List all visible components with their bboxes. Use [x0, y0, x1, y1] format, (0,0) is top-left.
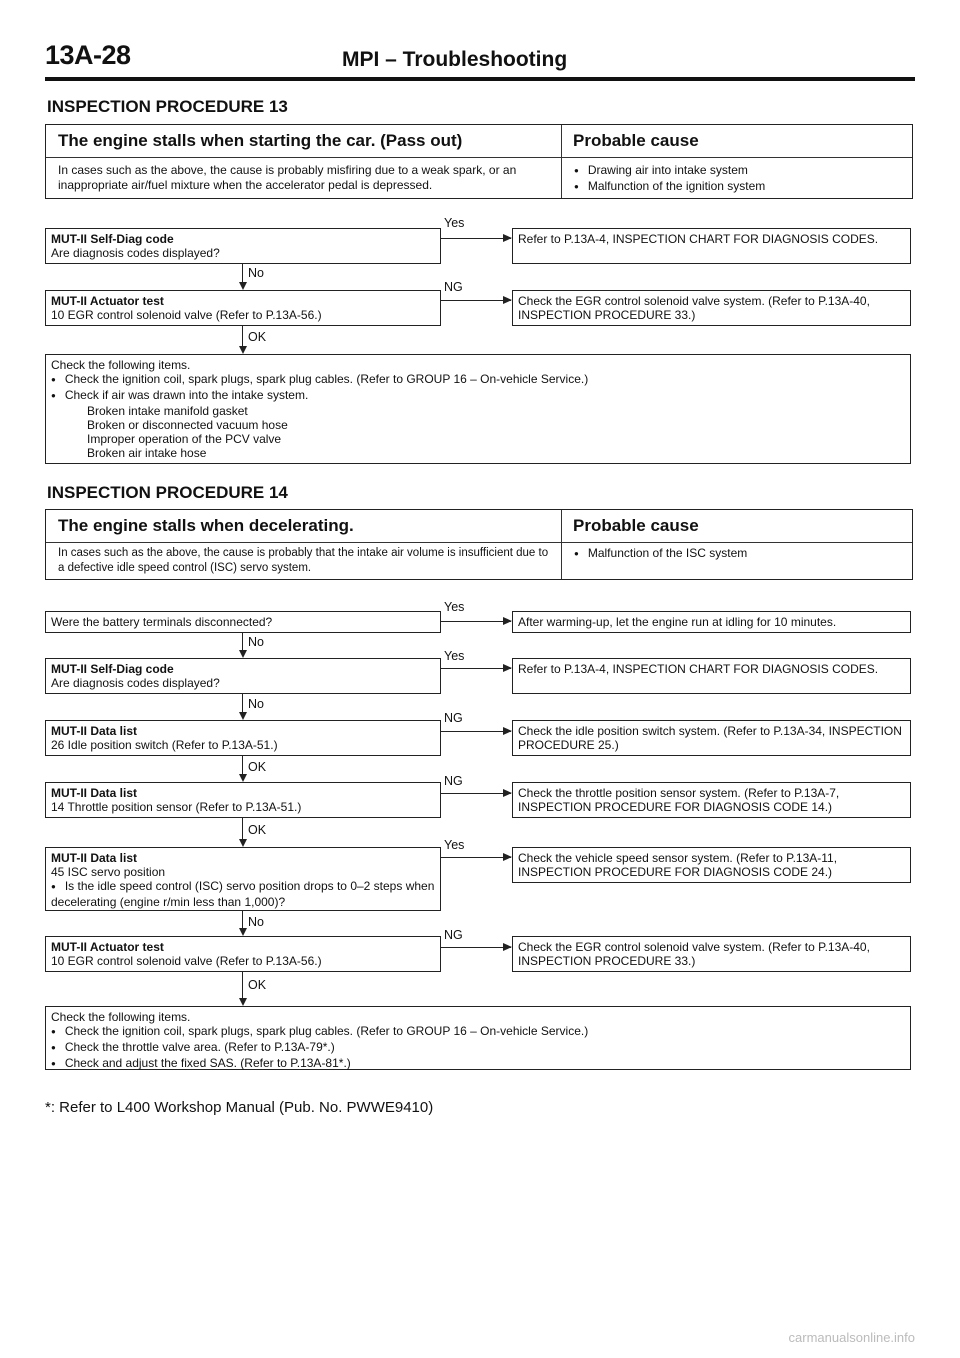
- branch-label: OK: [248, 978, 267, 992]
- final-item: ● Check and adjust the fixed SAS. (Refer to P.13A-81*.): [51, 1056, 905, 1072]
- final-item: ● Check the ignition coil, spark plugs, spark plug cables. (Refer to GROUP 16 – On-vehicle Service.): [51, 372, 905, 388]
- branch-arrow: [441, 668, 511, 669]
- branch-label-ng: NG: [444, 280, 463, 294]
- flow-action-box: Check the idle position switch system. (Refer to P.13A-34, INSPECTION PROCEDURE 25.): [512, 720, 911, 756]
- flow-action-box: After warming-up, let the engine run at idling for 10 minutes.: [512, 611, 911, 633]
- step-title: MUT-II Self-Diag code: [51, 232, 174, 246]
- branch-label-yes: Yes: [444, 216, 465, 230]
- flow-action-box: Check the EGR control solenoid valve system. (Refer to P.13A-40, INSPECTION PROCEDURE 33.): [512, 936, 911, 972]
- step-text: 45 ISC servo position: [51, 865, 166, 879]
- flow-arrow-down: [242, 633, 243, 656]
- cause-list-13: [574, 163, 765, 195]
- flow-step-data-list-tps: [45, 782, 441, 818]
- step-title: MUT-II Data list: [51, 724, 138, 738]
- final-subitem: Broken intake manifold gasket: [87, 404, 248, 418]
- flow-action-box: Check the EGR control solenoid valve system. (Refer to P.13A-40, INSPECTION PROCEDURE 33.): [512, 290, 911, 326]
- flow-arrow-down: [242, 972, 243, 1004]
- flow-step-self-diag: [45, 228, 441, 264]
- symptom-description-14: In cases such as the above, the cause is probably that the intake air volume is insufficient due to a defective idle speed control (ISC) servo system.: [58, 547, 549, 574]
- summary-column-divider: [561, 510, 562, 579]
- branch-label: No: [248, 635, 264, 649]
- cause-item: ● Drawing air into intake system: [574, 163, 765, 179]
- step-text: 26 Idle position switch (Refer to P.13A-51.): [51, 738, 278, 752]
- step-title: MUT-II Actuator test: [51, 294, 164, 308]
- flow-arrow-down: [242, 326, 243, 352]
- procedure-13-summary: [45, 124, 913, 199]
- summary-divider: [46, 542, 912, 543]
- branch-label-ok: OK: [248, 330, 267, 344]
- branch-label-no: No: [248, 266, 264, 280]
- branch-label: Yes: [444, 838, 465, 852]
- symptom-description-13: In cases such as the above, the cause is probably misfiring due to a weak spark, or an inappropriate air/fuel mixture when the accelerator pedal is depressed.: [58, 163, 517, 192]
- flow-step-data-list-isc: [45, 847, 441, 911]
- probable-cause-header-14: Probable cause: [573, 516, 699, 535]
- step-bullet: ● Is the idle speed control (ISC) servo position drops to 0–2 steps when decelerating (engine r/min less than 1,000)?: [51, 879, 435, 909]
- flow-arrow-down: [242, 756, 243, 780]
- branch-label: Yes: [444, 649, 465, 663]
- final-check-box-13: [45, 354, 911, 464]
- procedure-13-title: INSPECTION PROCEDURE 13: [47, 97, 288, 116]
- flow-arrow-down: [242, 911, 243, 934]
- page-number: 13A-28: [45, 40, 131, 70]
- probable-cause-header-13: Probable cause: [573, 131, 699, 150]
- final-intro: Check the following items.: [51, 1010, 191, 1024]
- flow-step-self-diag: [45, 658, 441, 694]
- final-item: ● Check if air was drawn into the intake system.: [51, 388, 905, 404]
- final-subitem: Broken air intake hose: [87, 446, 207, 460]
- flow-action-box: Check the vehicle speed sensor system. (Refer to P.13A-11, INSPECTION PROCEDURE FOR DIAGNOSIS CODE 24.): [512, 847, 911, 883]
- flow-step-battery: Were the battery terminals disconnected?: [45, 611, 441, 633]
- procedure-14-summary: [45, 509, 913, 580]
- flow-step-actuator-test: [45, 936, 441, 972]
- branch-arrow: [441, 300, 511, 301]
- symptom-13: The engine stalls when starting the car. (Pass out): [58, 131, 463, 150]
- flow-arrow-down: [242, 694, 243, 718]
- final-subitem: Improper operation of the PCV valve: [87, 432, 282, 446]
- cause-item: ● Malfunction of the ignition system: [574, 179, 765, 195]
- branch-label: OK: [248, 760, 267, 774]
- header-rule: [45, 77, 915, 81]
- branch-arrow: [441, 621, 511, 622]
- flow-action-box: Check the throttle position sensor system. (Refer to P.13A-7, INSPECTION PROCEDURE FOR DIAGNOSIS CODE 14.): [512, 782, 911, 818]
- flow-action-box: Refer to P.13A-4, INSPECTION CHART FOR DIAGNOSIS CODES.: [512, 658, 911, 694]
- step-text: Are diagnosis codes displayed?: [51, 676, 220, 690]
- step-text: 14 Throttle position sensor (Refer to P.13A-51.): [51, 800, 302, 814]
- branch-label: OK: [248, 823, 267, 837]
- step-title: MUT-II Data list: [51, 786, 138, 800]
- flow-step-data-list-idle: [45, 720, 441, 756]
- branch-arrow: [441, 793, 511, 794]
- step-text: 10 EGR control solenoid valve (Refer to P.13A-56.): [51, 308, 322, 322]
- branch-label: NG: [444, 774, 463, 788]
- watermark: carmanualsonline.info: [788, 1330, 915, 1345]
- branch-label: No: [248, 697, 264, 711]
- branch-label: NG: [444, 928, 463, 942]
- procedure-14-title: INSPECTION PROCEDURE 14: [47, 483, 288, 502]
- branch-arrow: [441, 238, 511, 239]
- summary-column-divider: [561, 125, 562, 198]
- flow-step-actuator-test: [45, 290, 441, 326]
- step-title: MUT-II Data list: [51, 851, 138, 865]
- page-title: MPI – Troubleshooting: [342, 48, 568, 71]
- footnote: *: Refer to L400 Workshop Manual (Pub. No. PWWE9410): [45, 1099, 434, 1116]
- branch-arrow: [441, 947, 511, 948]
- final-intro: Check the following items.: [51, 358, 191, 372]
- branch-label: Yes: [444, 600, 465, 614]
- step-text: 10 EGR control solenoid valve (Refer to P.13A-56.): [51, 954, 322, 968]
- final-item: ● Check the throttle valve area. (Refer to P.13A-79*.): [51, 1040, 905, 1056]
- branch-label: NG: [444, 711, 463, 725]
- branch-arrow: [441, 731, 511, 732]
- flow-action-box: Refer to P.13A-4, INSPECTION CHART FOR DIAGNOSIS CODES.: [512, 228, 911, 264]
- branch-label: No: [248, 915, 264, 929]
- flow-arrow-down: [242, 264, 243, 288]
- step-title: MUT-II Self-Diag code: [51, 662, 174, 676]
- final-check-box-14: [45, 1006, 911, 1070]
- cause-list-14: [574, 546, 747, 562]
- flow-arrow-down: [242, 818, 243, 845]
- final-subitem: Broken or disconnected vacuum hose: [87, 418, 288, 432]
- symptom-14: The engine stalls when decelerating.: [58, 516, 354, 535]
- final-item: ● Check the ignition coil, spark plugs, spark plug cables. (Refer to GROUP 16 – On-vehicle Service.): [51, 1024, 905, 1040]
- step-text: Are diagnosis codes displayed?: [51, 246, 220, 260]
- cause-item: ● Malfunction of the ISC system: [574, 546, 747, 562]
- branch-arrow: [441, 857, 511, 858]
- summary-divider: [46, 157, 912, 158]
- step-title: MUT-II Actuator test: [51, 940, 164, 954]
